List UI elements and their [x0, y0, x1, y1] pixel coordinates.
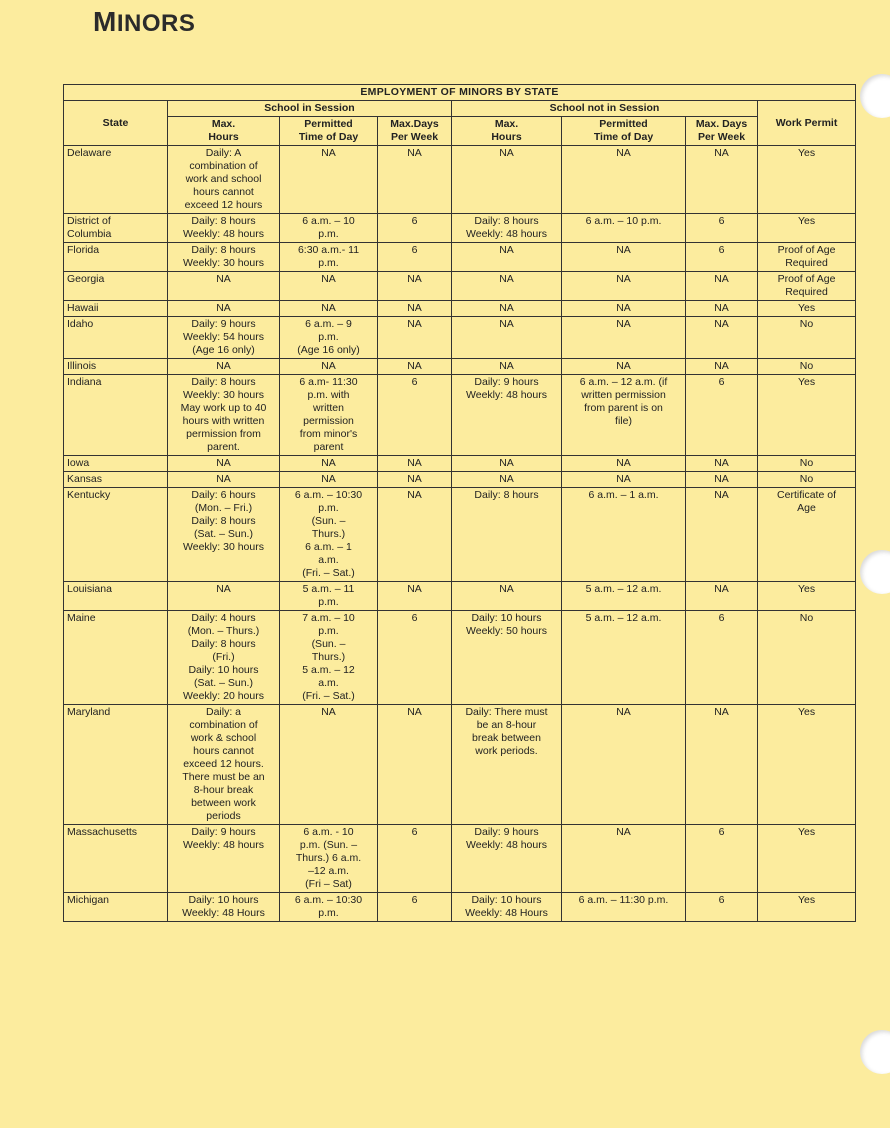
cell-max-hours-in-session: Daily: 6 hours (Mon. – Fri.) Daily: 8 hours (Sat. – Sun.) Weekly: 30 hours	[168, 488, 280, 582]
cell-state: Massachusetts	[64, 825, 168, 893]
cell-state: District of Columbia	[64, 214, 168, 243]
cell-time-of-day-in-session: 6 a.m. – 10:30 p.m.	[280, 893, 378, 922]
table-row	[64, 825, 856, 893]
cell-time-of-day-not-in-session: NA	[562, 243, 686, 272]
cell-max-days-not-in-session: NA	[686, 301, 758, 317]
table-row	[64, 611, 856, 705]
cell-max-hours-not-in-session: NA	[452, 243, 562, 272]
cell-time-of-day-in-session: 6 a.m. – 9 p.m. (Age 16 only)	[280, 317, 378, 359]
cell-max-hours-not-in-session: NA	[452, 146, 562, 214]
cell-work-permit: Yes	[758, 214, 856, 243]
cell-max-hours-not-in-session: NA	[452, 472, 562, 488]
table-row	[64, 705, 856, 825]
header-time-of-day-in: Permitted Time of Day	[280, 117, 378, 146]
cell-max-hours-not-in-session: Daily: There must be an 8-hour break between work periods.	[452, 705, 562, 825]
cell-max-days-not-in-session: NA	[686, 488, 758, 582]
header-max-hours-out: Max. Hours	[452, 117, 562, 146]
cell-state: Georgia	[64, 272, 168, 301]
cell-max-days-not-in-session: NA	[686, 272, 758, 301]
table-row	[64, 243, 856, 272]
cell-state: Hawaii	[64, 301, 168, 317]
cell-work-permit: No	[758, 611, 856, 705]
employment-of-minors-table	[63, 84, 856, 922]
table-row	[64, 893, 856, 922]
cell-max-hours-not-in-session: Daily: 9 hours Weekly: 48 hours	[452, 825, 562, 893]
cell-time-of-day-in-session: 7 a.m. – 10 p.m. (Sun. – Thurs.) 5 a.m. – 12 a.m. (Fri. – Sat.)	[280, 611, 378, 705]
cell-max-hours-not-in-session: Daily: 9 hours Weekly: 48 hours	[452, 375, 562, 456]
cell-time-of-day-in-session: NA	[280, 146, 378, 214]
table-row	[64, 146, 856, 214]
header-school-in-session: School in Session	[168, 101, 452, 117]
cell-max-days-not-in-session: NA	[686, 582, 758, 611]
cell-max-days-in-session: 6	[378, 611, 452, 705]
cell-max-days-not-in-session: 6	[686, 214, 758, 243]
binder-hole-bottom	[860, 1030, 890, 1074]
cell-max-days-not-in-session: 6	[686, 825, 758, 893]
cell-state: Indiana	[64, 375, 168, 456]
cell-work-permit: Proof of Age Required	[758, 272, 856, 301]
cell-max-days-in-session: 6	[378, 375, 452, 456]
cell-state: Florida	[64, 243, 168, 272]
cell-max-days-in-session: NA	[378, 582, 452, 611]
cell-time-of-day-in-session: 6 a.m- 11:30 p.m. with written permission from minor's parent	[280, 375, 378, 456]
cell-work-permit: Yes	[758, 705, 856, 825]
cell-max-hours-in-session: NA	[168, 301, 280, 317]
table-row	[64, 359, 856, 375]
table-row	[64, 317, 856, 359]
cell-max-days-not-in-session: NA	[686, 146, 758, 214]
cell-max-hours-in-session: NA	[168, 456, 280, 472]
cell-max-hours-not-in-session: Daily: 8 hours Weekly: 48 hours	[452, 214, 562, 243]
cell-work-permit: Yes	[758, 893, 856, 922]
cell-time-of-day-in-session: NA	[280, 272, 378, 301]
cell-time-of-day-in-session: 6 a.m. - 10 p.m. (Sun. – Thurs.) 6 a.m. –12 a.m. (Fri – Sat)	[280, 825, 378, 893]
cell-state: Kansas	[64, 472, 168, 488]
cell-max-hours-in-session: Daily: 8 hours Weekly: 30 hours May work up to 40 hours with written permission from parent.	[168, 375, 280, 456]
table-title: EMPLOYMENT OF MINORS BY STATE	[64, 85, 856, 101]
cell-max-hours-not-in-session: NA	[452, 317, 562, 359]
cell-time-of-day-in-session: 6 a.m. – 10 p.m.	[280, 214, 378, 243]
cell-state: Kentucky	[64, 488, 168, 582]
header-time-of-day-out: Permitted Time of Day	[562, 117, 686, 146]
cell-time-of-day-not-in-session: NA	[562, 359, 686, 375]
cell-max-hours-in-session: NA	[168, 582, 280, 611]
header-school-not-in-session: School not in Session	[452, 101, 758, 117]
table-row	[64, 272, 856, 301]
cell-state: Illinois	[64, 359, 168, 375]
table-row	[64, 472, 856, 488]
cell-time-of-day-in-session: NA	[280, 359, 378, 375]
header-max-hours-in: Max. Hours	[168, 117, 280, 146]
cell-max-days-not-in-session: NA	[686, 705, 758, 825]
cell-max-days-not-in-session: NA	[686, 317, 758, 359]
header-state: State	[64, 101, 168, 146]
cell-work-permit: Yes	[758, 825, 856, 893]
cell-work-permit: No	[758, 456, 856, 472]
cell-time-of-day-not-in-session: 6 a.m. – 1 a.m.	[562, 488, 686, 582]
cell-work-permit: No	[758, 317, 856, 359]
cell-max-days-in-session: NA	[378, 488, 452, 582]
cell-time-of-day-not-in-session: NA	[562, 705, 686, 825]
cell-max-days-not-in-session: NA	[686, 359, 758, 375]
cell-max-hours-in-session: Daily: 10 hours Weekly: 48 Hours	[168, 893, 280, 922]
cell-time-of-day-not-in-session: 5 a.m. – 12 a.m.	[562, 611, 686, 705]
table-row	[64, 214, 856, 243]
cell-time-of-day-not-in-session: 6 a.m. – 10 p.m.	[562, 214, 686, 243]
cell-max-days-in-session: 6	[378, 893, 452, 922]
cell-state: Michigan	[64, 893, 168, 922]
cell-max-days-in-session: 6	[378, 825, 452, 893]
table-row	[64, 488, 856, 582]
cell-max-days-in-session: NA	[378, 146, 452, 214]
cell-state: Louisiana	[64, 582, 168, 611]
table-row	[64, 301, 856, 317]
header-max-days-out: Max. Days Per Week	[686, 117, 758, 146]
cell-max-days-in-session: 6	[378, 214, 452, 243]
binder-hole-middle	[860, 550, 890, 594]
cell-max-hours-not-in-session: NA	[452, 301, 562, 317]
cell-max-days-not-in-session: 6	[686, 243, 758, 272]
cell-work-permit: Proof of Age Required	[758, 243, 856, 272]
cell-max-hours-not-in-session: Daily: 10 hours Weekly: 50 hours	[452, 611, 562, 705]
cell-time-of-day-not-in-session: NA	[562, 301, 686, 317]
cell-state: Delaware	[64, 146, 168, 214]
cell-max-hours-not-in-session: NA	[452, 359, 562, 375]
cell-time-of-day-in-session: NA	[280, 456, 378, 472]
cell-time-of-day-not-in-session: NA	[562, 317, 686, 359]
cell-max-days-in-session: NA	[378, 472, 452, 488]
cell-time-of-day-not-in-session: NA	[562, 272, 686, 301]
cell-max-days-in-session: NA	[378, 272, 452, 301]
table-row	[64, 456, 856, 472]
cell-work-permit: Yes	[758, 146, 856, 214]
cell-max-hours-not-in-session: NA	[452, 272, 562, 301]
cell-max-days-in-session: NA	[378, 456, 452, 472]
cell-max-hours-in-session: Daily: 9 hours Weekly: 48 hours	[168, 825, 280, 893]
table-row	[64, 375, 856, 456]
cell-max-hours-in-session: Daily: A combination of work and school hours cannot exceed 12 hours	[168, 146, 280, 214]
header-work-permit: Work Permit	[758, 101, 856, 146]
cell-time-of-day-not-in-session: NA	[562, 825, 686, 893]
table-row	[64, 582, 856, 611]
cell-time-of-day-not-in-session: 6 a.m. – 12 a.m. (if written permission from parent is on file)	[562, 375, 686, 456]
cell-max-days-in-session: NA	[378, 359, 452, 375]
cell-max-hours-in-session: Daily: 8 hours Weekly: 30 hours	[168, 243, 280, 272]
cell-max-days-not-in-session: 6	[686, 375, 758, 456]
cell-time-of-day-in-session: NA	[280, 472, 378, 488]
cell-work-permit: No	[758, 472, 856, 488]
cell-time-of-day-in-session: NA	[280, 705, 378, 825]
cell-time-of-day-not-in-session: 6 a.m. – 11:30 p.m.	[562, 893, 686, 922]
cell-work-permit: Yes	[758, 301, 856, 317]
cell-max-hours-in-session: NA	[168, 359, 280, 375]
cell-max-days-not-in-session: NA	[686, 456, 758, 472]
cell-work-permit: Yes	[758, 582, 856, 611]
cell-time-of-day-not-in-session: NA	[562, 456, 686, 472]
cell-max-hours-not-in-session: NA	[452, 456, 562, 472]
cell-max-hours-in-session: Daily: a combination of work & school hours cannot exceed 12 hours. There must be an 8-hour break between work periods	[168, 705, 280, 825]
table-body	[64, 146, 856, 922]
cell-time-of-day-not-in-session: 5 a.m. – 12 a.m.	[562, 582, 686, 611]
cell-work-permit: No	[758, 359, 856, 375]
cell-max-hours-in-session: Daily: 8 hours Weekly: 48 hours	[168, 214, 280, 243]
cell-max-days-in-session: NA	[378, 317, 452, 359]
cell-time-of-day-in-session: 6 a.m. – 10:30 p.m. (Sun. – Thurs.) 6 a.m. – 1 a.m. (Fri. – Sat.)	[280, 488, 378, 582]
cell-max-hours-not-in-session: NA	[452, 582, 562, 611]
cell-max-hours-in-session: NA	[168, 272, 280, 301]
page-title: MINORS	[93, 6, 196, 37]
cell-state: Maryland	[64, 705, 168, 825]
cell-work-permit: Yes	[758, 375, 856, 456]
header-max-days-in: Max.Days Per Week	[378, 117, 452, 146]
cell-time-of-day-not-in-session: NA	[562, 146, 686, 214]
binder-hole-top	[860, 74, 890, 118]
cell-max-hours-in-session: Daily: 4 hours (Mon. – Thurs.) Daily: 8 hours (Fri.) Daily: 10 hours (Sat. – Sun.) Weekly: 20 hours	[168, 611, 280, 705]
cell-time-of-day-in-session: 5 a.m. – 11 p.m.	[280, 582, 378, 611]
cell-max-days-in-session: NA	[378, 705, 452, 825]
cell-time-of-day-in-session: NA	[280, 301, 378, 317]
cell-max-days-not-in-session: NA	[686, 472, 758, 488]
cell-max-hours-in-session: Daily: 9 hours Weekly: 54 hours (Age 16 only)	[168, 317, 280, 359]
cell-max-days-not-in-session: 6	[686, 611, 758, 705]
cell-max-hours-not-in-session: Daily: 10 hours Weekly: 48 Hours	[452, 893, 562, 922]
cell-state: Iowa	[64, 456, 168, 472]
cell-work-permit: Certificate of Age	[758, 488, 856, 582]
cell-state: Idaho	[64, 317, 168, 359]
cell-max-days-in-session: 6	[378, 243, 452, 272]
cell-time-of-day-in-session: 6:30 a.m.- 11 p.m.	[280, 243, 378, 272]
cell-state: Maine	[64, 611, 168, 705]
cell-time-of-day-not-in-session: NA	[562, 472, 686, 488]
cell-max-hours-not-in-session: Daily: 8 hours	[452, 488, 562, 582]
cell-max-days-not-in-session: 6	[686, 893, 758, 922]
cell-max-hours-in-session: NA	[168, 472, 280, 488]
cell-max-days-in-session: NA	[378, 301, 452, 317]
